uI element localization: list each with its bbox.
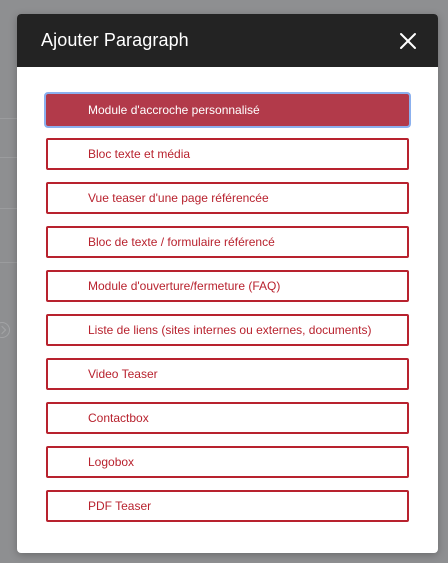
option-contactbox[interactable] bbox=[46, 402, 409, 434]
backdrop-divider bbox=[0, 118, 18, 119]
dialog-header bbox=[17, 14, 438, 67]
option-label: Logobox bbox=[88, 455, 135, 469]
option-label: Module d'accroche personnalisé bbox=[88, 103, 260, 117]
option-label: Bloc texte et média bbox=[88, 147, 191, 161]
option-label: Video Teaser bbox=[88, 367, 158, 381]
option-video-teaser[interactable] bbox=[46, 358, 409, 390]
add-paragraph-dialog bbox=[17, 14, 438, 553]
option-page-teaser-view[interactable] bbox=[46, 182, 409, 214]
option-text-form-block[interactable] bbox=[46, 226, 409, 258]
option-pdf-teaser[interactable] bbox=[46, 490, 409, 522]
option-text-media-block[interactable] bbox=[46, 138, 409, 170]
paragraph-type-list bbox=[17, 94, 438, 522]
close-button[interactable] bbox=[398, 31, 418, 51]
option-label: Vue teaser d'une page référencée bbox=[88, 191, 269, 205]
backdrop-divider bbox=[0, 157, 18, 158]
option-label: PDF Teaser bbox=[88, 499, 152, 513]
option-logobox[interactable] bbox=[46, 446, 409, 478]
option-label: Module d'ouverture/fermeture (FAQ) bbox=[88, 279, 281, 293]
dialog-title: Ajouter Paragraph bbox=[41, 30, 189, 50]
dialog-body bbox=[17, 67, 438, 522]
backdrop-divider bbox=[0, 208, 18, 209]
option-faq-module[interactable] bbox=[46, 270, 409, 302]
option-label: Bloc de texte / formulaire référencé bbox=[88, 235, 275, 249]
backdrop-chevron-icon bbox=[0, 322, 10, 338]
backdrop-divider bbox=[0, 262, 18, 263]
option-label: Contactbox bbox=[88, 411, 149, 425]
option-custom-hook-module[interactable] bbox=[46, 94, 409, 126]
option-link-list[interactable] bbox=[46, 314, 409, 346]
option-label: Liste de liens (sites internes ou externes, documents) bbox=[88, 323, 372, 337]
close-icon bbox=[398, 31, 418, 51]
